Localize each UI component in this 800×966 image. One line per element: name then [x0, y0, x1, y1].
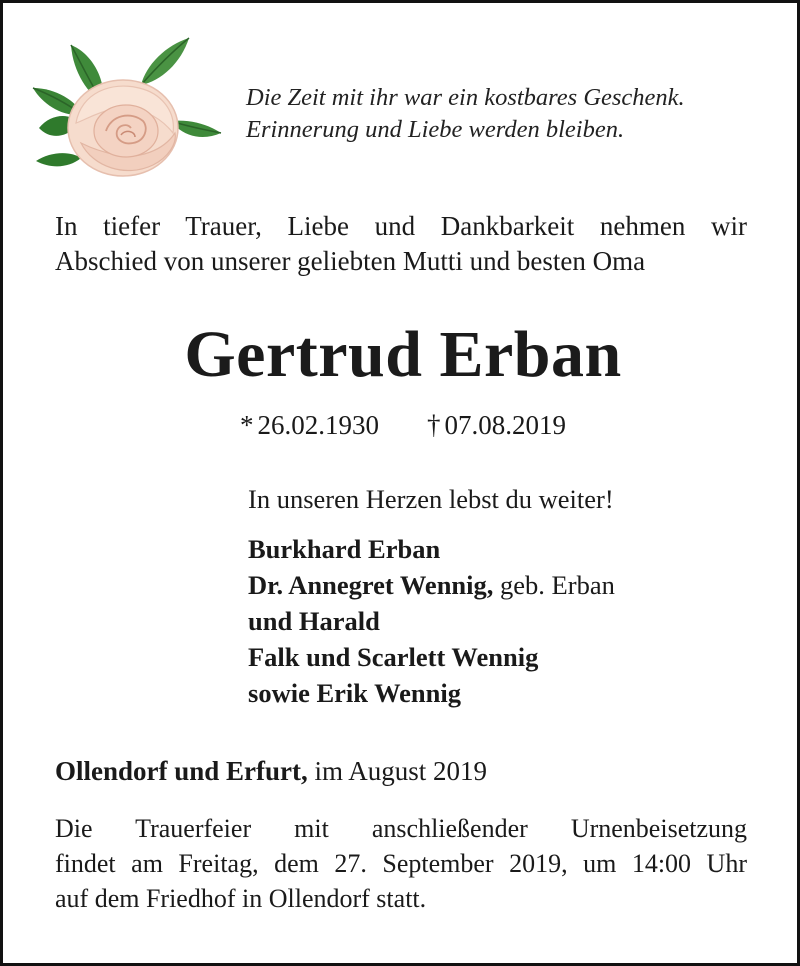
place-location: Ollendorf und Erfurt, [55, 756, 308, 786]
mourner-name: und Harald [248, 606, 380, 636]
mourner-name: Falk und Scarlett Wennig [248, 642, 539, 672]
intro-line: Abschied von unserer geliebten Mutti und besten Oma [55, 246, 646, 276]
quote-line: Erinnerung und Liebe werden bleiben. [246, 116, 625, 143]
birth-date: 26.02.1930 [257, 410, 379, 440]
life-dates [3, 407, 800, 443]
mourner-name: Dr. Annegret Wennig, [248, 570, 494, 600]
birth-star-icon: * [240, 410, 254, 440]
place-month: im August 2019 [307, 756, 488, 786]
mourner-name: Burkhard Erban [248, 534, 441, 564]
intro-text [55, 209, 747, 279]
rose-image [31, 33, 226, 183]
quote-line: Die Zeit mit ihr war ein kostbares Geschenk. [246, 84, 685, 111]
service-line: auf dem Friedhof in Ollendorf statt. [55, 884, 427, 913]
service-line: Die Trauerfeier mit anschließender Urnenbeisetzung [55, 814, 747, 843]
service-line: findet am Freitag, dem 27. September 2019, um 14:00 Uhr [55, 849, 747, 878]
death-cross-icon: † [427, 410, 441, 440]
intro-line: In tiefer Trauer, Liebe und Dankbarkeit nehmen wir [55, 211, 747, 241]
mourner-name: sowie Erik Wennig [248, 678, 462, 708]
deceased-name: Gertrud Erban [184, 318, 622, 391]
funeral-service-info [55, 811, 747, 916]
place-and-date [55, 753, 755, 789]
memorial-quote [246, 82, 766, 146]
death-date: 07.08.2019 [444, 410, 566, 440]
mourners-block [248, 481, 768, 711]
family-motto: In unseren Herzen lebst du weiter! [248, 484, 614, 514]
mourner-maiden-name: geb. Erban [493, 570, 615, 600]
